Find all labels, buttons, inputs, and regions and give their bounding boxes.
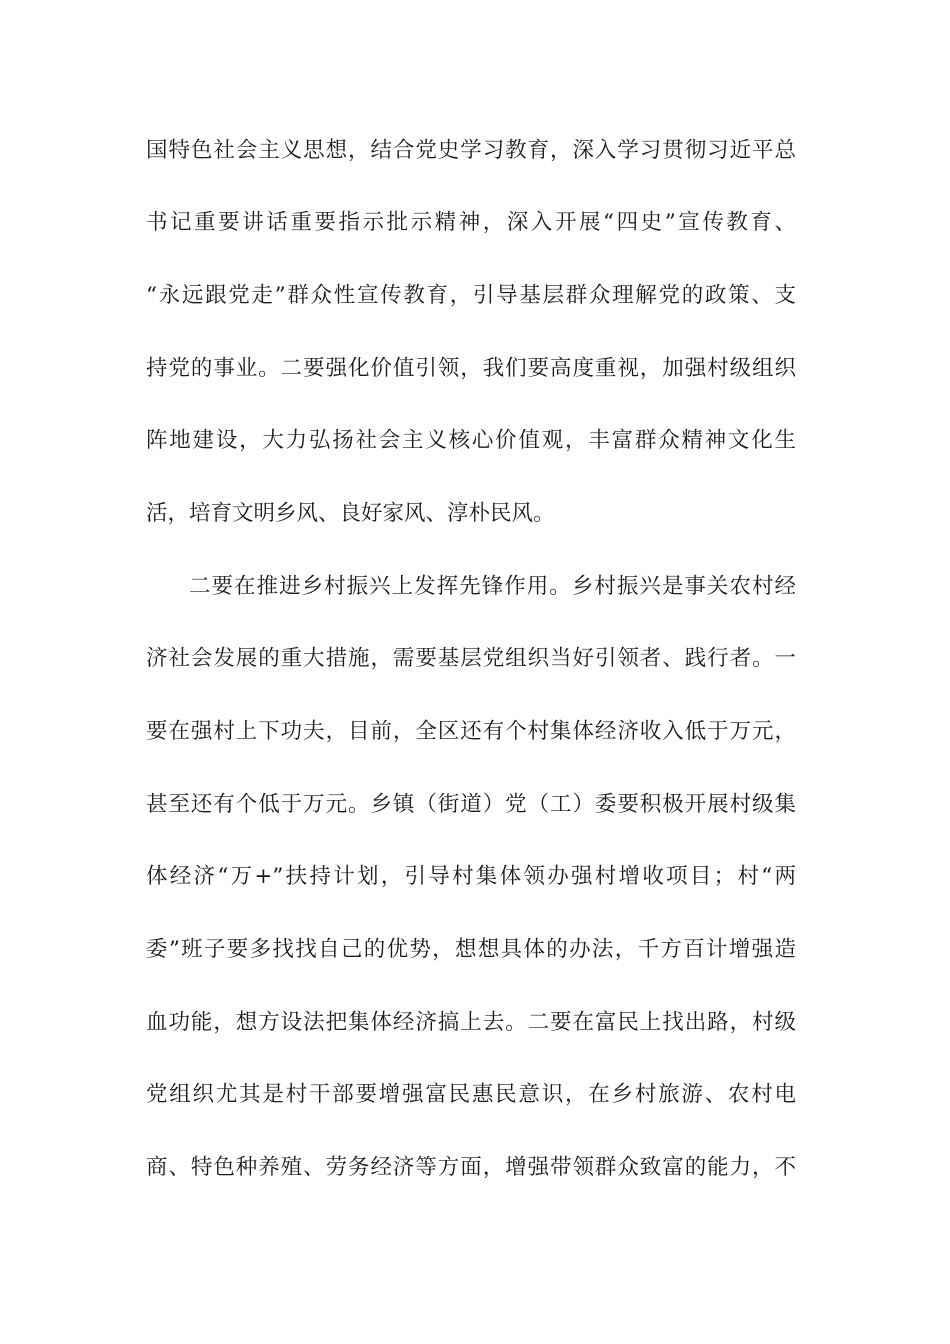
text-line: 委”班子要多找找自己的优势，想想具体的办法，千方百计增强造 (146, 937, 796, 962)
text-line: 阵地建设，大力弘扬社会主义核心价值观，丰富群众精神文化生 (146, 428, 796, 453)
text-line: 党组织尤其是村干部要增强富民惠民意识，在乡村旅游、农村电 (146, 1082, 796, 1107)
text-line: 体经济“万+”扶持计划，引导村集体领办强村增收项目；村“两 (146, 864, 796, 889)
paragraph-first-line: 二要在推进乡村振兴上发挥先锋作用。乡村振兴是事关农村经 (189, 574, 796, 599)
text-line: 商、特色种养殖、劳务经济等方面，增强带领群众致富的能力，不 (146, 1155, 796, 1180)
text-line: “永远跟党走”群众性宣传教育，引导基层群众理解党的政策、支 (146, 283, 796, 308)
text-line: 持党的事业。二要强化价值引领，我们要高度重视，加强村级组织 (146, 356, 796, 381)
text-line: 国特色社会主义思想，结合党史学习教育，深入学习贯彻习近平总 (146, 138, 796, 163)
text-line: 活，培育文明乡风、良好家风、淳朴民风。 (146, 501, 555, 526)
text-line: 要在强村上下功夫，目前，全区还有个村集体经济收入低于万元， (146, 719, 796, 744)
text-line: 济社会发展的重大措施，需要基层党组织当好引领者、践行者。一 (146, 646, 796, 671)
text-line: 血功能，想方设法把集体经济搞上去。二要在富民上找出路，村级 (146, 1010, 796, 1035)
text-line: 书记重要讲话重要指示批示精神，深入开展“四史”宣传教育、 (146, 210, 796, 235)
text-line: 甚至还有个低于万元。乡镇（街道）党（工）委要积极开展村级集 (146, 792, 796, 817)
